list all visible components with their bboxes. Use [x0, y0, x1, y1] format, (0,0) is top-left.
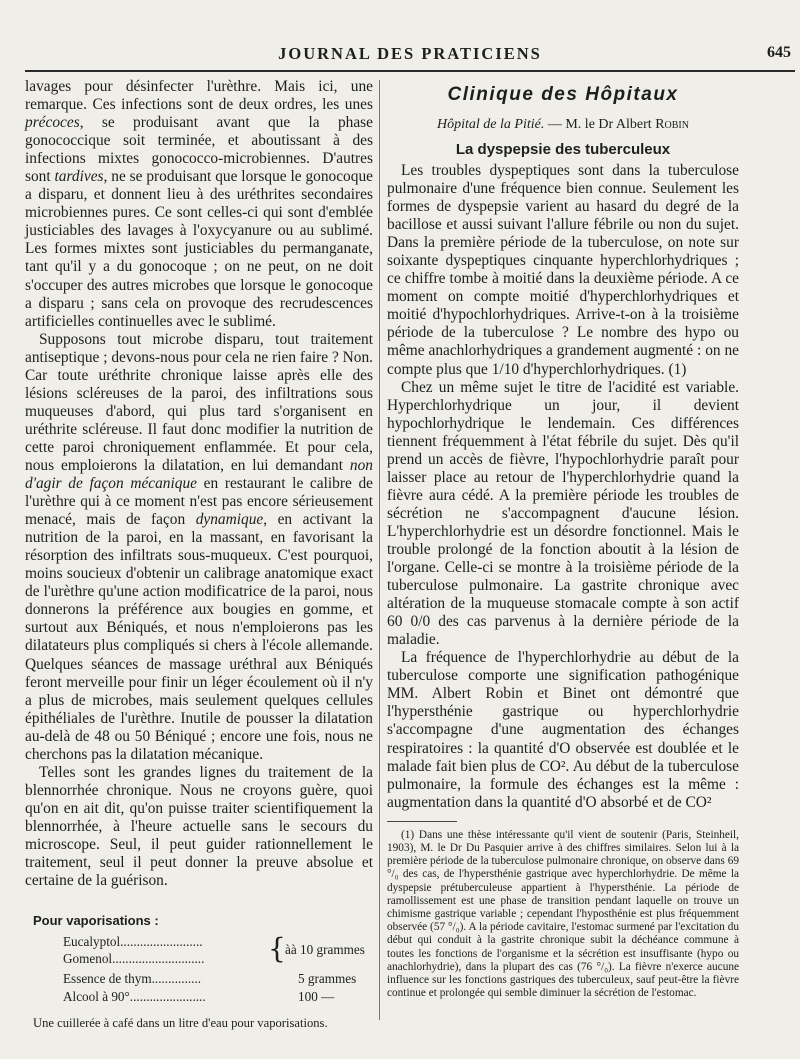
paragraph-frequency: Les troubles dyspeptiques sont dans la tuberculose pulmonaire d'une fréquence bien connue. Seulement les formes de dyspepsie varient au hasard du degré de la bacillose et aussi suivant l'allure fébrile ou non du sujet. Dans la première période de la tuberculose, on note sur soixante dyspeptiques cinquante hyperchlorhydriques ; ce chiffre tombe à moitié dans la deuxième période. A ce moment on compte moitié d'hyperchlorhydriques et moitié d'hypochlorhydriques. Arrive-t-on à la troisième période de la tuberculose ? Le nombre des hypo ou même anachlorhydriques a grandement augmenté : on ne compte plus que 1/10 d'hyperchlorhydriques. (1) — [387, 162, 739, 378]
paragraph-dilatation: Supposons tout microbe disparu, tout traitement antiseptique ; devons-nous pour cela ne rien faire ? Non. Car toute uréthrite chronique laisse après elle des lésions scléreuses de la paroi, des infiltrations sous muqueuses d'abord, qui plus tard s'organisent en uréthrite scléreuse. Il faut donc modifier la nutrition de cette paroi chroniquement enflammée. Et pour cela, nous emploierons la dilatation, en lui demandant non d'agir de façon mécanique en restaurant le calibre de l'urèthre qui à ce moment n'est pas encore sérieusement menacé, mais de façon dynamique, en activant la nutrition de la paroi, en la massant, en favorisant la résorption des infiltrats sous-muqueux. C'est pourquoi, moins soucieux d'obtenir un calibrage anatomique exact de l'urèthre qu'une action modificatrice de la paroi, nous donnerons la préférence aux bougies en gomme, et surtout aux Béniqués, et nous n'emploierons pas les dilatateurs plus compliqués si chers à l'école allemande. Quelques séances de massage uréthral aux Béniqués feront merveille pour finir un léger écoulement où il n'y a plus de microbes, mais seulement quelques cellules épithéliales de l'urèthre. Inutile de pousser la dilatation au-delà de 48 ou 50 Béniqué ; encore une fois, nous ne cherchons pas la dilatation mécanique. — [25, 330, 373, 763]
running-title: JOURNAL DES PRATICIENS — [278, 44, 542, 63]
running-head — [25, 44, 795, 66]
column-divider — [379, 80, 380, 1020]
header-rule — [25, 70, 795, 72]
ingredient-line: Eucalyptol......................... — [63, 934, 203, 950]
page-number: 645 — [767, 44, 791, 61]
vaporisation-recipe — [25, 912, 373, 1032]
footnote-rule — [387, 821, 457, 822]
recipe-ingredients — [63, 934, 373, 1010]
hospital-byline: Hôpital de la Pitié. — M. le Dr Albert Robin — [437, 117, 689, 132]
right-column — [387, 78, 739, 1000]
emphasis-precoces: précoces — [25, 114, 80, 132]
paragraph-conclusion: Telles sont les grandes lignes du traitement de la blennorrhée chronique. Nous ne croyons guère, quoi qu'on en ait dit, qu'on puisse traiter scientifiquement la blennorrhée, à l'heure actuelle sans le secours du microscope. Seul, il peut guider rationnellement le traitement, seul il peut donner la preuve absolue et certaine de la guérison. — [25, 763, 373, 890]
left-column — [25, 78, 373, 1032]
paragraph-pathogeny: La fréquence de l'hyperchlorhydrie au début de la tuberculose comporte une signification pathogénique MM. Albert Robin et Binet ont démontré que l'hypersthénie gastrique ou hyperchlorhydrie s'accompagne d'une augmentation des échanges respiratoires : la quantité d'O observée est doublée et le malade fait bien plus de CO². Au début de la tuberculose pulmonaire, la formule des échanges est la même : augmentation dans la quantité d'O absorbé et de CO² — [387, 649, 739, 811]
section-title: Clinique des Hôpitaux — [447, 84, 679, 105]
footnote: (1) Dans une thèse intéressante qu'il vient de soutenir (Paris, Steinheil, 1903), M. le Dr Du Pasquier arrive à des chiffres similaires. Selon lui à la première période de la tuberculose pulmonaire chronique, on observe dans 69 °/₀ des cas, de l'hypersthénie gastrique avec hyperchlorhydrie. De même la dyspepsie prétuberculeuse appartient à l'hypersthénie. La période de ramollissement est une phase de transition pendant laquelle on trouve un chimisme gastrique variable ; cependant l'hyposthénie est plus fréquemment observée (57 °/₀). A la période cavitaire, l'estomac surmené par l'excitation du début qui conduit à la gastrite chronique subit la déchéance commune à toutes les fonctions de l'organisme et la sécrétion est insuffisante (hypo ou anachlorhydrie), dans la plupart des cas (76 °/₀). La fièvre n'exerce aucune influence sur les fonctions gastriques des tuberculeux, sauf peut-être la fièvre continue et prolongée qui semble diminuer la sécrétion de l'estomac. — [387, 828, 739, 1000]
paragraph-acidity: Chez un même sujet le titre de l'acidité est variable. Hyperchlorhydrique un jour, il devient hypochlorhydrique le lendemain. Ces différences tiennent fréquemment à l'état fébrile du sujet. Dès qu'il prend un accès de fièvre, l'hypochlorhydrie paraît pour laisser place au retour de l'hyperchlorhydrie quand la fièvre aura cédé. A la première période les troubles de sécrétion ne s'accompagnent d'aucune lésion. L'hyperchlorhydrie est un désordre fonctionnel. Mais le trouble prolongé de la fonction aboutit à la lésion de l'organe. Celle-ci se montre à la troisième période de la tuberculose pulmonaire. La gastrite chronique avec altération de la muqueuse stomacale compte à son actif 60 0/0 des cas parvenus à la dernière période de la maladie. — [387, 378, 739, 649]
recipe-heading: Pour vaporisations : — [33, 913, 159, 929]
ingredient-line: Essence de thym............... 5 grammes — [63, 971, 357, 987]
recipe-note: Une cuillerée à café dans un litre d'eau pour vaporisations. — [33, 1016, 328, 1031]
emphasis-dynamique: dynamique — [195, 511, 264, 529]
recipe-brace: { — [268, 932, 286, 966]
paragraph-infections: lavages pour désinfecter l'urèthre. Mais ici, une remarque. Ces infections sont de deux ordres, les unes précoces, se produisant avant que la phase gonococcique soit terminée, et aboutissant à des infections mixtes gonococco-microbiennes. D'autres sont tardives, ne se produisant que lorsque le gonocoque a disparu, et donnent lieu à des uréthrites secondaires microbiennes pures. Ce sont celles-ci qui sont d'emblée justiciables des lavages à l'oxycyanure ou au sublimé. Les formes mixtes sont justiciables du permanganate, tant qu'il y a du gonocoque ; on ne peut, on ne doit s'occuper des autres microbes que lorsque le gonocoque a disparu ; sans cela on provoque des recrudescences artificielles continuelles avec le sublimé. — [25, 78, 373, 330]
ingredient-line: Alcool à 90°....................... 100 — — [63, 989, 335, 1005]
emphasis-mecanique: non d'agir de façon mécanique — [25, 456, 373, 493]
shared-quantity: àà 10 grammes — [285, 942, 365, 958]
ingredient-line: Gomenol............................ — [63, 951, 205, 967]
emphasis-tardives: tardives — [54, 168, 104, 186]
article-title: La dyspepsie des tuberculeux — [455, 141, 671, 158]
